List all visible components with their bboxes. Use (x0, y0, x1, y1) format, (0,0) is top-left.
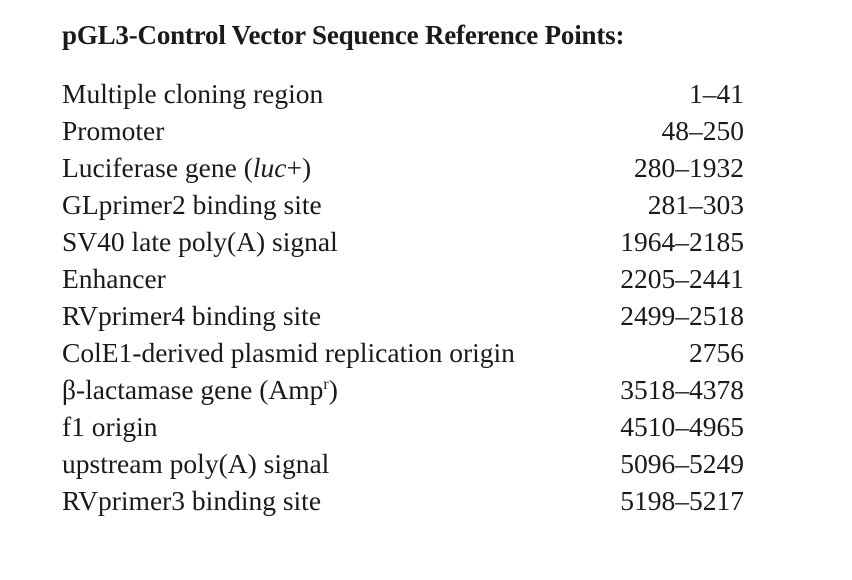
table-row (62, 149, 744, 186)
feature-label-superscript: r (323, 376, 329, 393)
feature-label-part: Luciferase gene ( (62, 152, 253, 183)
feature-label: f1 origin (62, 411, 158, 442)
feature-label: Multiple cloning region (62, 78, 324, 109)
position-range: 4510–4965 (620, 411, 744, 442)
position-range: 2499–2518 (620, 300, 744, 331)
feature-label: RVprimer4 binding site (62, 300, 322, 331)
table-row (62, 482, 744, 519)
feature-label: upstream poly(A) signal (62, 448, 330, 479)
table-row (62, 445, 744, 482)
position-range: 280–1932 (634, 152, 744, 183)
table-row (62, 186, 744, 223)
table-row (62, 112, 744, 149)
position-range: 5096–5249 (620, 448, 744, 479)
feature-label: Enhancer (62, 263, 166, 294)
feature-label-italic: luc (252, 152, 287, 183)
table-row (62, 75, 744, 112)
table-row (62, 408, 744, 445)
reference-points-table (62, 75, 744, 519)
feature-label: ColE1-derived plasmid replication origin (62, 337, 515, 368)
feature-label: GLprimer2 binding site (62, 189, 322, 220)
feature-label-part: ) (328, 374, 338, 405)
document-title: pGL3-Control Vector Sequence Reference Points: (62, 20, 625, 50)
position-range: 1–41 (689, 78, 744, 109)
position-range: 281–303 (647, 189, 744, 220)
position-range: 48–250 (661, 115, 744, 146)
feature-label: RVprimer3 binding site (62, 485, 322, 516)
table-row (62, 334, 744, 371)
position-range: 2756 (689, 337, 744, 368)
position-range: 5198–5217 (620, 485, 744, 516)
table-row (62, 223, 744, 260)
feature-label (62, 149, 311, 186)
table-row (62, 260, 744, 297)
position-range: 2205–2441 (620, 263, 744, 294)
position-range: 1964–2185 (620, 226, 744, 257)
position-range: 3518–4378 (620, 374, 744, 405)
feature-label (62, 371, 338, 408)
feature-label: Promoter (62, 115, 165, 146)
table-row (62, 297, 744, 334)
feature-label-part: β-lactamase gene (Amp (62, 374, 324, 405)
feature-label: SV40 late poly(A) signal (62, 226, 338, 257)
table-row (62, 371, 744, 408)
feature-label-part: +) (286, 152, 312, 183)
